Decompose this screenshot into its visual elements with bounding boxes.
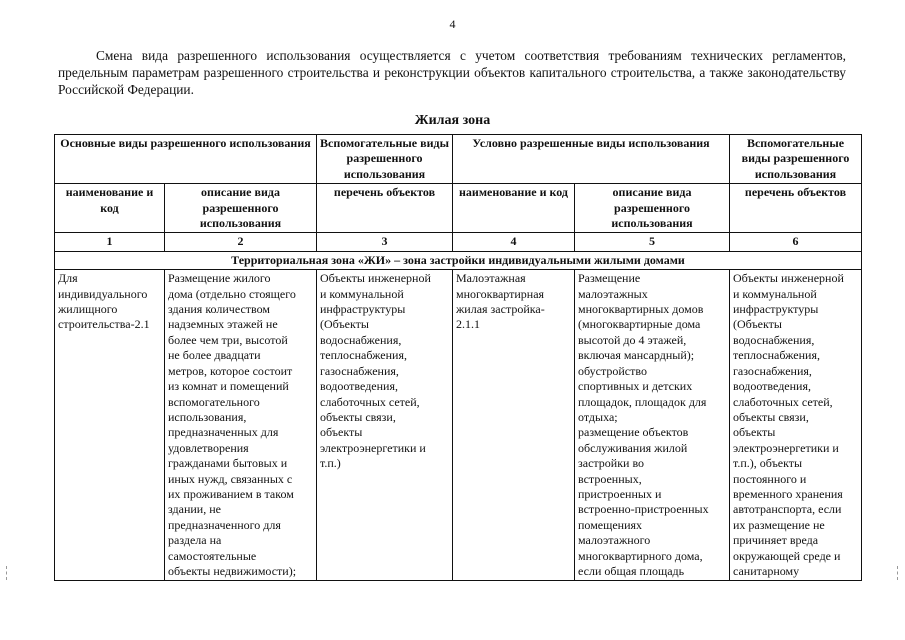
cell-text-line: водоотведения, — [320, 379, 398, 394]
column-number-row — [55, 233, 862, 251]
cell-text-line: санитарному — [733, 563, 800, 578]
cell-text-line: их размещение не — [733, 517, 825, 532]
cell-text-line: индивидуального — [58, 286, 148, 301]
cell-text-line: строительства-2.1 — [58, 317, 150, 332]
cell-text-line: жилищного — [58, 302, 118, 317]
cell-text-line: застройки во — [578, 456, 645, 471]
cell-text-line: (Объекты — [320, 317, 369, 332]
cell-text-line: инфраструктуры — [733, 302, 819, 317]
cell-text-line: высотой до 4 этажей, — [578, 332, 687, 347]
subheader-conditional-description: описание вида разрешенного использования — [575, 184, 730, 233]
cell-text-line: 2.1.1 — [456, 317, 480, 332]
cell-text-line: временного хранения — [733, 486, 843, 501]
cell-text-line: спортивных и детских — [578, 379, 693, 394]
cell-text-line: жилая застройка- — [456, 302, 545, 317]
cell-text-line: многоквартирного дома, — [578, 548, 703, 563]
cell-text-line: газоснабжения, — [733, 363, 812, 378]
intro-paragraph: Смена вида разрешенного использования осуществляется с учетом соответствия требованиям технических регламентов, предельным параметрам разрешенного строительства и реконструкции объектов капитального строительства, а также законодательству Российской Федерации. — [58, 48, 846, 97]
cell-text-line: автотранспорта, если — [733, 502, 842, 517]
cell-text-line: площадок, площадок для — [578, 394, 707, 409]
cell-main-name — [55, 270, 165, 581]
cell-text-line: размещение объектов — [578, 425, 689, 440]
cell-text-line: теплоснабжения, — [320, 348, 407, 363]
header-main-uses: Основные виды разрешенного использования — [55, 135, 317, 184]
cell-text-line: встроенно-пристроенных — [578, 502, 709, 517]
cell-text-line: встроенных, — [578, 471, 642, 486]
right-margin-mark — [897, 566, 899, 580]
cell-text-line: предназначенных для — [168, 425, 279, 440]
cell-text-line: помещениях — [578, 517, 643, 532]
cell-conditional-description — [575, 270, 730, 581]
cell-text-line: и коммунальной — [733, 286, 817, 301]
left-margin-mark — [6, 566, 8, 580]
cell-text-line: Малоэтажная — [456, 271, 526, 286]
cell-aux2-objects — [730, 270, 862, 581]
column-number: 6 — [730, 233, 862, 251]
land-use-table — [54, 134, 862, 581]
table-row — [55, 270, 862, 581]
cell-text-line: метров, которое состоит — [168, 363, 293, 378]
cell-aux-objects — [317, 270, 453, 581]
cell-text-line: если общая площадь — [578, 563, 685, 578]
cell-text-line: Для — [58, 271, 78, 286]
cell-text-line: и коммунальной — [320, 286, 404, 301]
cell-text-line: многоквартирная — [456, 286, 545, 301]
cell-text-line: раздела на — [168, 533, 222, 548]
cell-text-line: малоэтажного — [578, 533, 651, 548]
cell-text-line: удовлетворения — [168, 440, 249, 455]
cell-text-line: не более двадцати — [168, 348, 261, 363]
zone-row — [55, 251, 862, 269]
header-aux-conditional-uses: Вспомогательные виды разрешенного использования — [730, 135, 862, 184]
cell-text-line: объекты — [733, 425, 776, 440]
subheader-conditional-name: наименование и код — [453, 184, 575, 233]
cell-text-line: их проживанием в таком — [168, 486, 294, 501]
cell-main-description — [165, 270, 317, 581]
header-aux-uses: Вспомогательные виды разрешенного использования — [317, 135, 453, 184]
cell-text-line: малоэтажных — [578, 286, 648, 301]
cell-text-line: водоотведения, — [733, 379, 811, 394]
cell-conditional-name — [453, 270, 575, 581]
cell-text-line: Размещение — [578, 271, 641, 286]
cell-text-line: (многоквартирные дома — [578, 317, 701, 332]
cell-text-line: газоснабжения, — [320, 363, 399, 378]
cell-text-line: более чем три, высотой — [168, 332, 288, 347]
cell-text-line: из комнат и помещений — [168, 379, 289, 394]
cell-text-line: инфраструктуры — [320, 302, 406, 317]
cell-text-line: включая мансардный); — [578, 348, 695, 363]
subheader-main-name: наименование и код — [55, 184, 165, 233]
column-number: 5 — [575, 233, 730, 251]
cell-text-line: здания количеством — [168, 302, 270, 317]
cell-text-line: электроэнергетики и — [320, 440, 426, 455]
cell-text-line: объекты связи, — [733, 409, 809, 424]
cell-text-line: пристроенных и — [578, 486, 662, 501]
cell-text-line: (Объекты — [733, 317, 782, 332]
cell-text-line: отдыха; — [578, 409, 618, 424]
cell-text-line: Размещение жилого — [168, 271, 271, 286]
cell-text-line: электроэнергетики и — [733, 440, 839, 455]
cell-text-line: теплоснабжения, — [733, 348, 820, 363]
cell-text-line: самостоятельные — [168, 548, 257, 563]
cell-text-line: надземных этажей не — [168, 317, 278, 332]
cell-text-line: слаботочных сетей, — [320, 394, 420, 409]
territorial-zone-title: Территориальная зона «ЖИ» – зона застройки индивидуальными жилыми домами — [55, 251, 862, 269]
header-conditional-uses: Условно разрешенные виды использования — [453, 135, 730, 184]
cell-text-line: иных нужд, связанных с — [168, 471, 293, 486]
cell-text-line: т.п.) — [320, 456, 341, 471]
cell-text-line: многоквартирных домов — [578, 302, 704, 317]
cell-text-line: обслуживания жилой — [578, 440, 688, 455]
column-number: 2 — [165, 233, 317, 251]
cell-text-line: объекты недвижимости); — [168, 563, 297, 578]
cell-text-line: здании, не — [168, 502, 221, 517]
subheader-aux2-objects: перечень объектов — [730, 184, 862, 233]
page-number: 4 — [449, 17, 456, 31]
cell-text-line: т.п.), объекты — [733, 456, 803, 471]
cell-text-line: дома (отдельно стоящего — [168, 286, 296, 301]
cell-text-line: Объекты инженерной — [733, 271, 844, 286]
group-header-row — [55, 135, 862, 184]
cell-text-line: обустройство — [578, 363, 647, 378]
cell-text-line: вспомогательного — [168, 394, 260, 409]
subheader-main-description: описание вида разрешенного использования — [165, 184, 317, 233]
cell-text-line: постоянного и — [733, 471, 807, 486]
subheader-aux-objects: перечень объектов — [317, 184, 453, 233]
column-number: 3 — [317, 233, 453, 251]
cell-text-line: окружающей среде и — [733, 548, 841, 563]
zone-title: Жилая зона — [414, 113, 491, 128]
cell-text-line: Объекты инженерной — [320, 271, 431, 286]
cell-text-line: гражданами бытовых и — [168, 456, 288, 471]
column-number: 1 — [55, 233, 165, 251]
cell-text-line: слаботочных сетей, — [733, 394, 833, 409]
cell-text-line: объекты связи, — [320, 409, 396, 424]
cell-text-line: водоснабжения, — [320, 332, 402, 347]
sub-header-row — [55, 184, 862, 233]
cell-text-line: объекты — [320, 425, 363, 440]
column-number: 4 — [453, 233, 575, 251]
cell-text-line: использования, — [168, 409, 247, 424]
cell-text-line: водоснабжения, — [733, 332, 815, 347]
cell-text-line: причиняет вреда — [733, 533, 819, 548]
cell-text-line: предназначенного для — [168, 517, 281, 532]
